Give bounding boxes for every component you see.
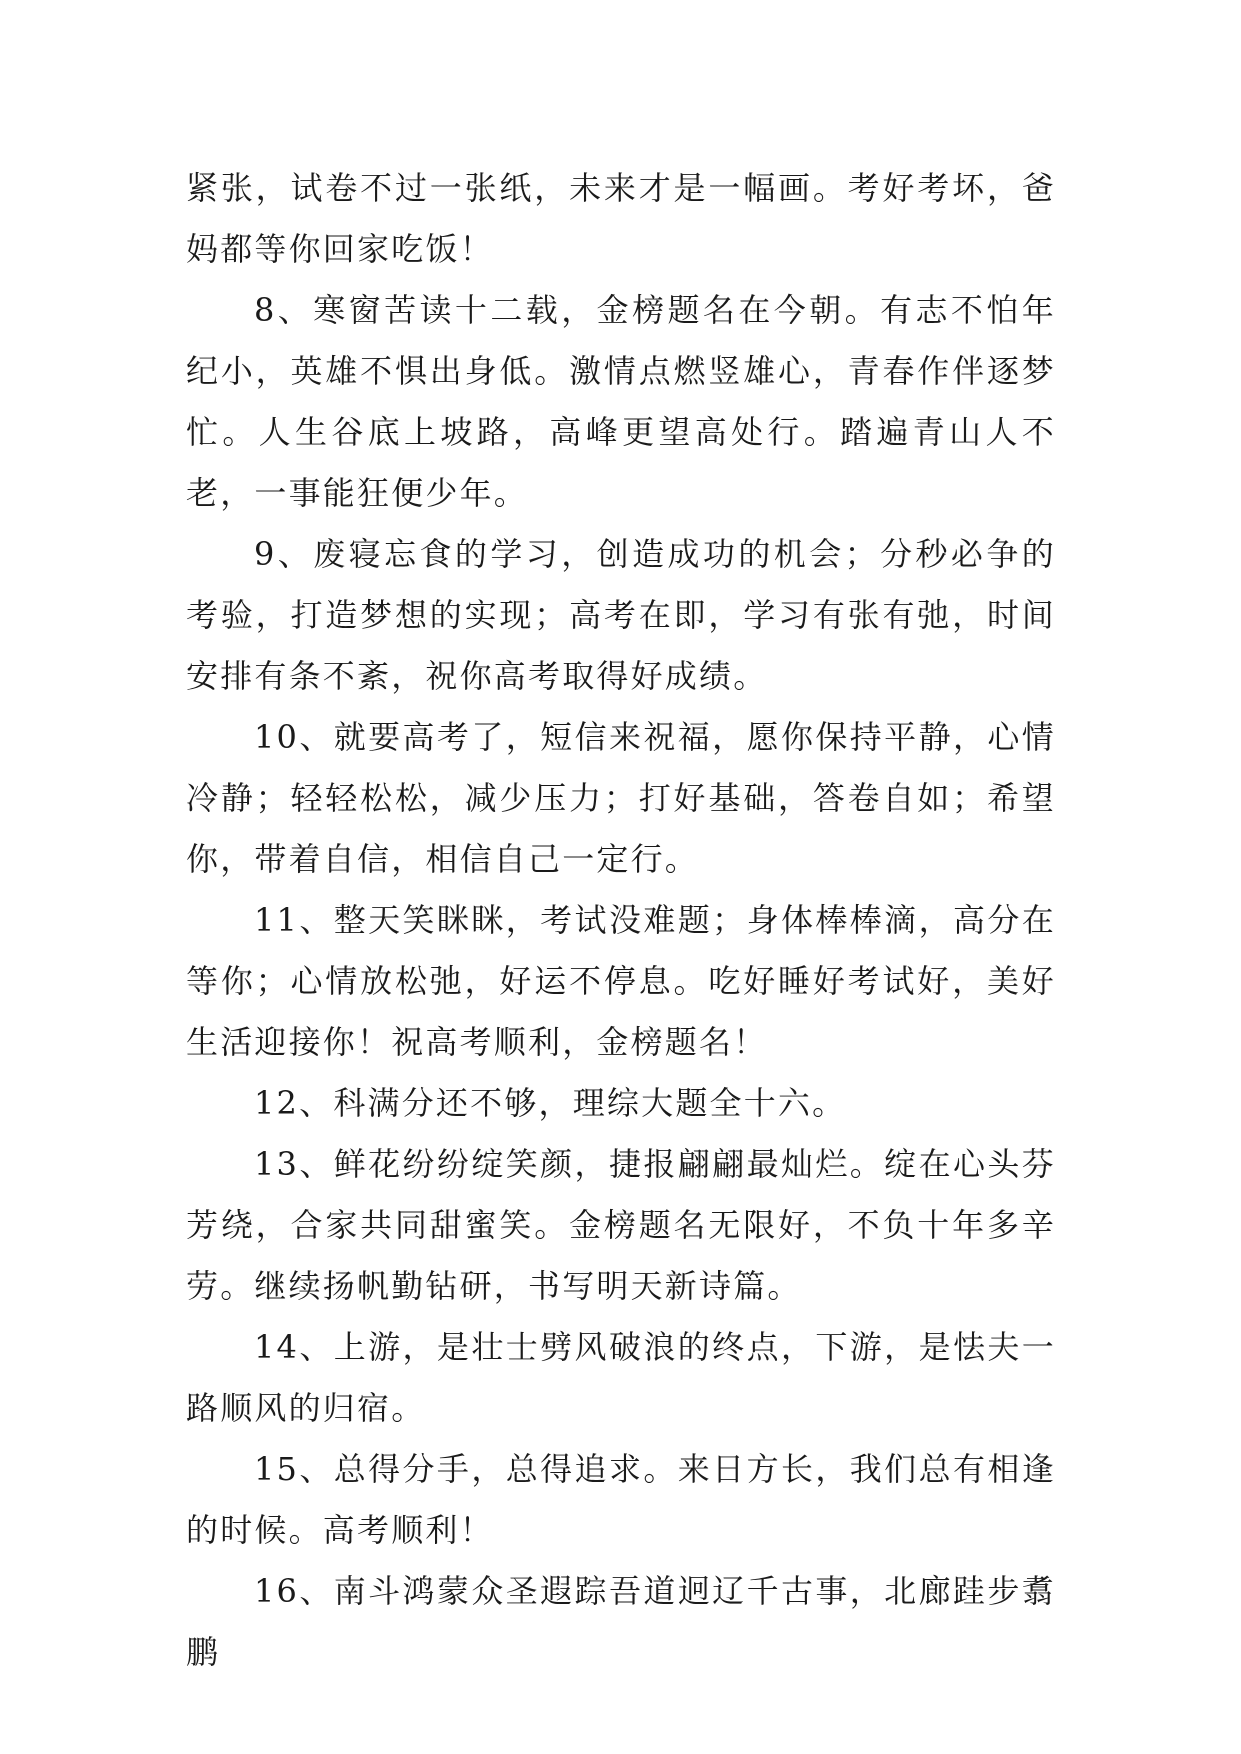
paragraph-item-16: 16、南斗鸿蒙众圣遐踪吾道迥辽千古事，北廊跬步翥鹏 [186, 1572, 1056, 1671]
paragraph-item-13: 13、鲜花纷纷绽笑颜，捷报翩翩最灿烂。绽在心头芬芳绕，合家共同甜蜜笑。金榜题名无限好，不负十年多辛劳。继续扬帆勤钻研，书写明天新诗篇。 [186, 1145, 1056, 1305]
paragraph-item-9: 9、废寝忘食的学习，创造成功的机会；分秒必争的考验，打造梦想的实现；高考在即，学习有张有弛，时间安排有条不紊，祝你高考取得好成绩。 [186, 535, 1056, 695]
paragraph-item-10: 10、就要高考了，短信来祝福，愿你保持平静，心情冷静；轻轻松松，减少压力；打好基础，答卷自如；希望你，带着自信，相信自己一定行。 [186, 718, 1056, 878]
paragraph-item-12: 12、科满分还不够，理综大题全十六。 [254, 1084, 847, 1122]
paragraph-item-14: 14、上游，是壮士劈风破浪的终点，下游，是怯夫一路顺风的归宿。 [186, 1328, 1056, 1427]
paragraph-item-8: 8、寒窗苦读十二载，金榜题名在今朝。有志不怕年纪小，英雄不惧出身低。激情点燃竖雄心，青春作伴逐梦忙。人生谷底上坡路，高峰更望高处行。踏遍青山人不老，一事能狂便少年。 [186, 291, 1056, 512]
paragraph-item-11: 11、整天笑眯眯，考试没难题；身体棒棒滴，高分在等你；心情放松弛，好运不停息。吃好睡好考试好，美好生活迎接你！祝高考顺利，金榜题名！ [186, 901, 1056, 1061]
paragraph-item-15: 15、总得分手，总得追求。来日方长，我们总有相逢的时候。高考顺利！ [186, 1450, 1056, 1549]
document-body [186, 158, 1056, 1683]
paragraph-continuation: 紧张，试卷不过一张纸，未来才是一幅画。考好考坏，爸妈都等你回家吃饭！ [186, 169, 1056, 268]
